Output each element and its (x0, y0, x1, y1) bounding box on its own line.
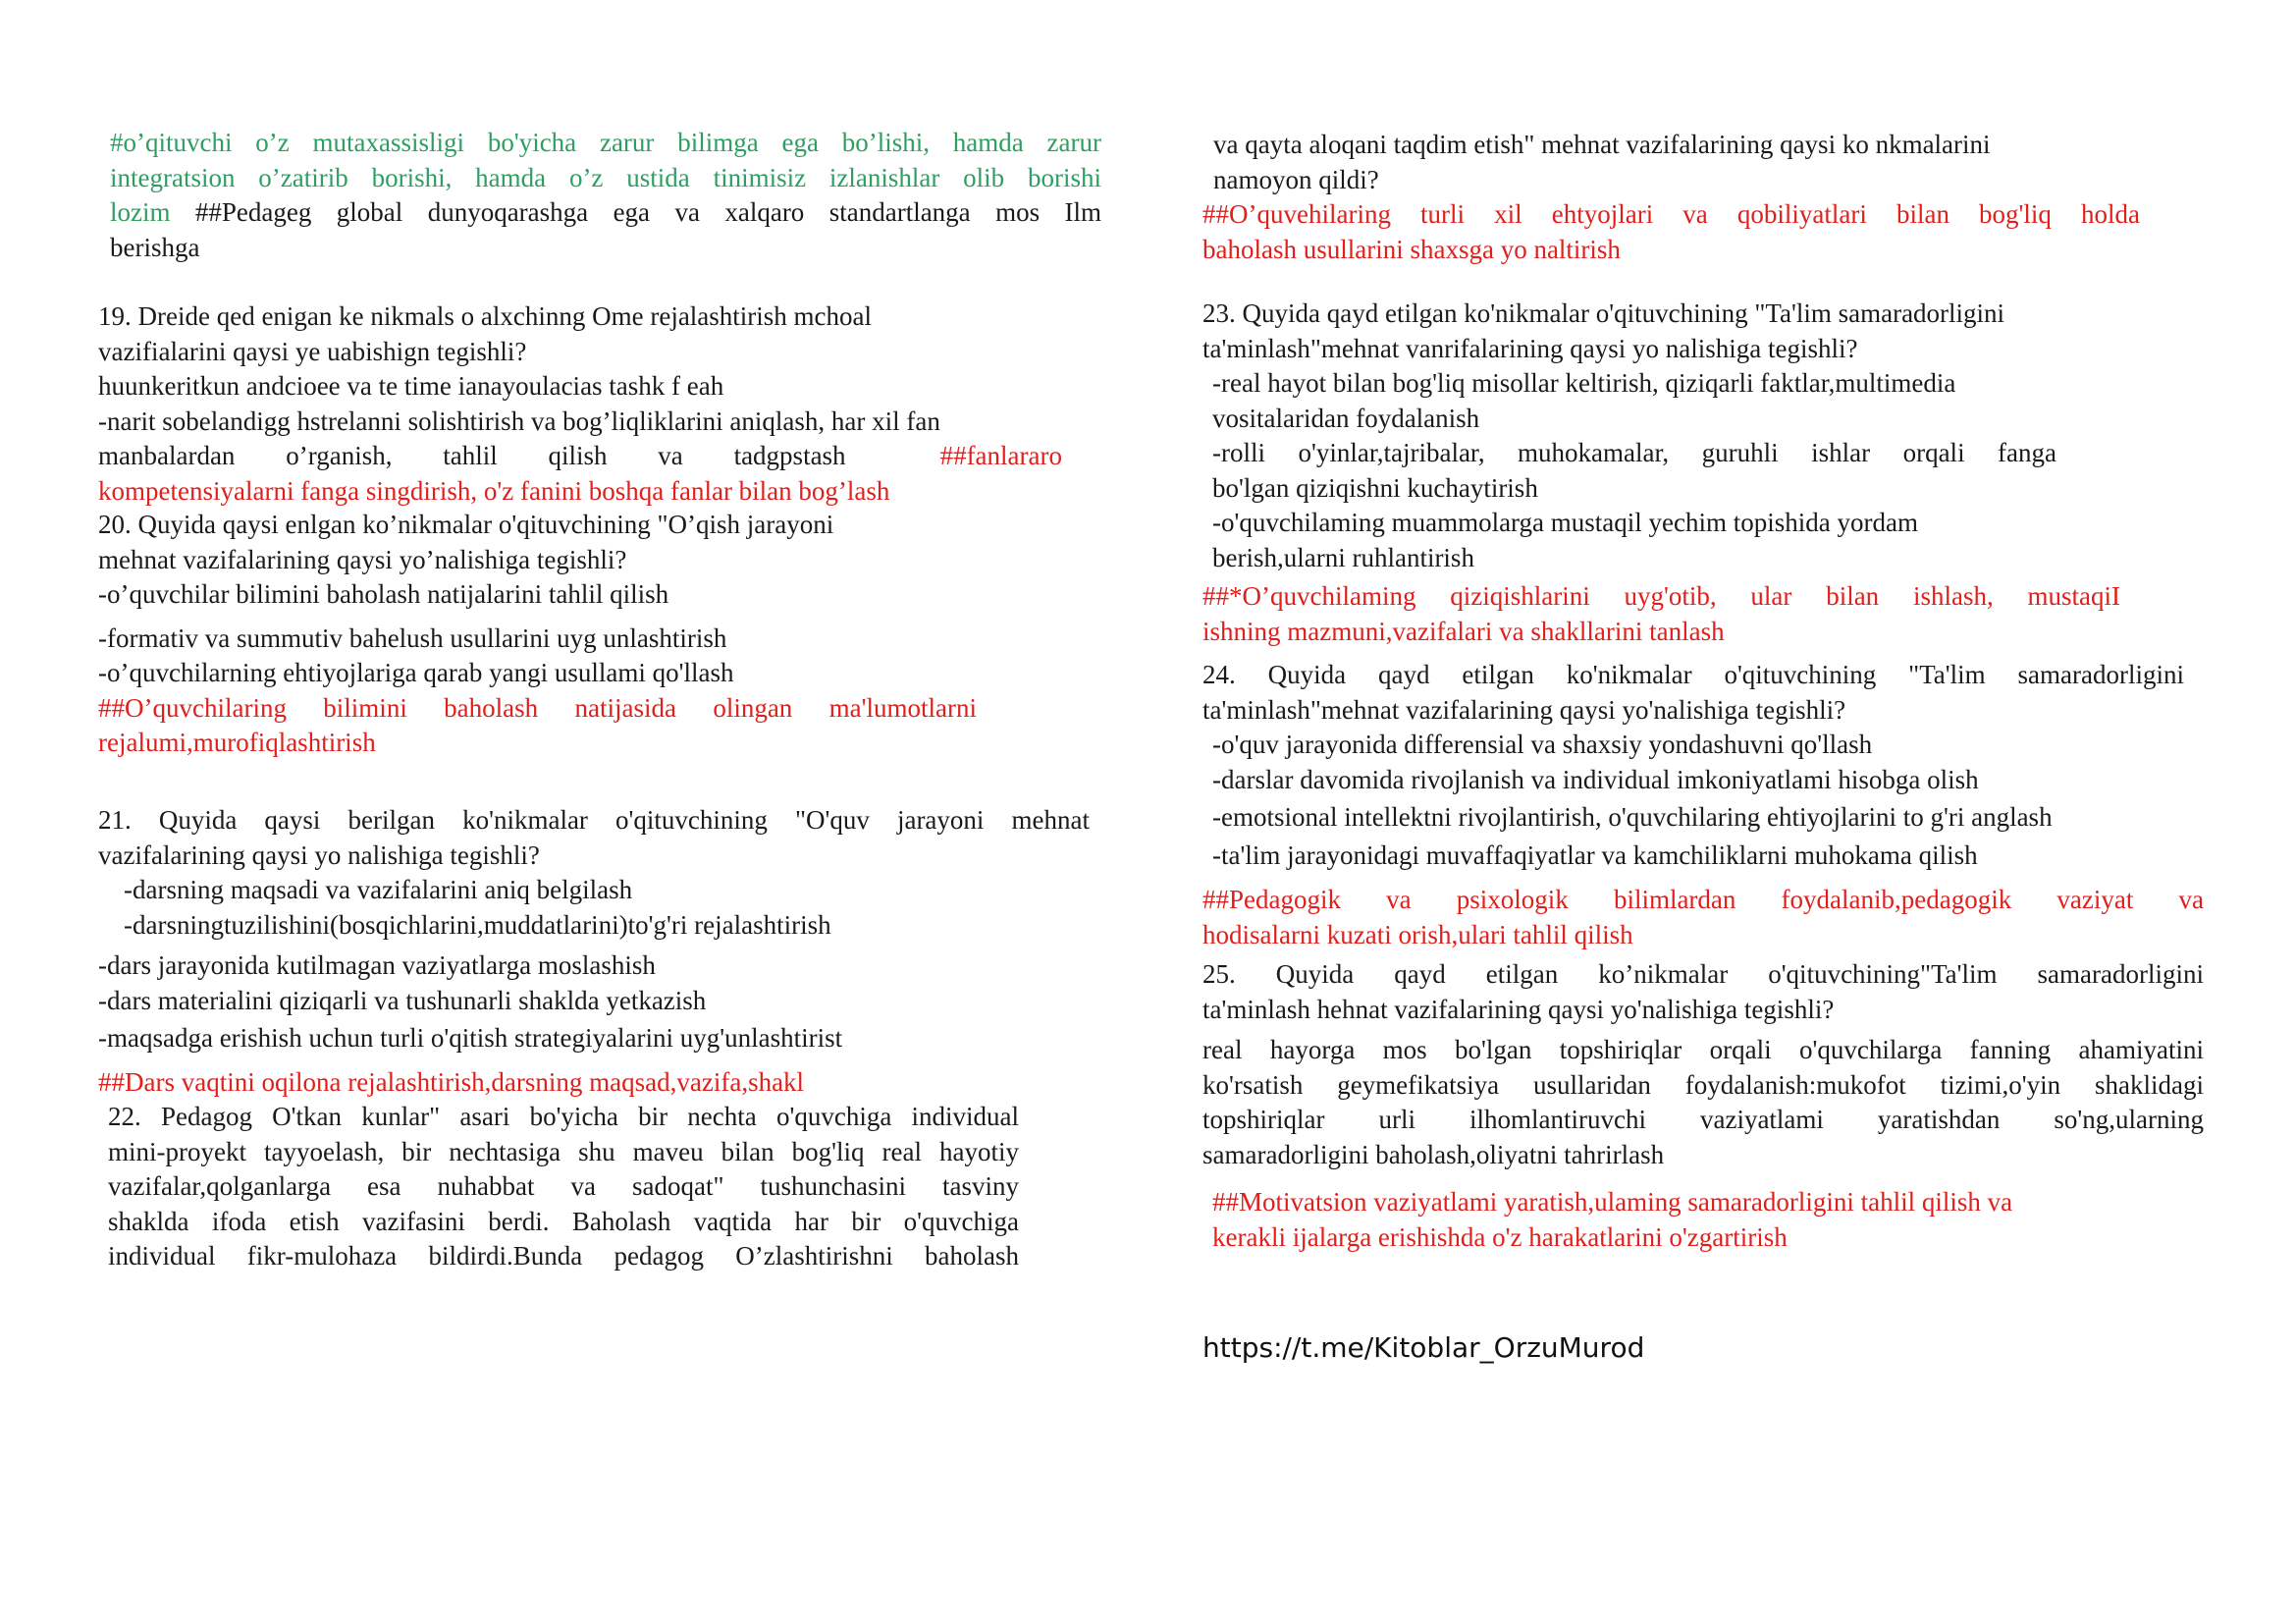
question-23 (1202, 297, 2204, 649)
q23-line-8: berish,ularni ruhlantirish (1212, 542, 1474, 572)
q22-answer-line-1: ##O’quvehilaring turli xil ehtyojlari va qobiliyatlari bilan bog'liq holda (1202, 199, 2140, 229)
q19-answer: kompetensiyalarni fanga singdirish, o'z fanini boshqa fanlar bilan bog’lash (98, 475, 890, 506)
q19-line-3: huunkeritkun andcioee va te time ianayoulacias tashk f eah (98, 371, 724, 401)
q24-line-1: 24. Quyida qayd etilgan ko'nikmalar o'qituvchining "Ta'lim samaradorligini (1202, 660, 2184, 689)
q25-line-3: real hayorga mos bo'lgan topshiriqlar orqali o'quvchilarga fanning ahamiyatini (1202, 1035, 2204, 1064)
q25-line-2: ta'minlash hehnat vazifalarining qaysi yo'nalishiga tegishli? (1202, 994, 1835, 1024)
q24-line-3: -o'quv jarayonida differensial va shaxsiy yondashuvni qo'llash (1212, 730, 1873, 759)
q21-line-3: -darsning maqsadi va vazifalarini aniq belgilash (124, 875, 633, 904)
intro-line-2: integratsion o’zatirib borishi, hamda o’z ustida tinimisiz izlanishlar olib borishi (110, 162, 1101, 192)
q23-answer-line-1: ##*O’quvchilaming qiziqishlarini uyg'otib, ular bilan ishlash, mustaqiI (1202, 581, 2120, 611)
question-22 (108, 1100, 1019, 1274)
q23-line-5: -rolli o'yinlar,tajribalar, muhokamalar, guruhli ishlar orqali fanga (1212, 438, 2056, 467)
question-20 (98, 508, 1090, 761)
q22-line-3: vazifalar,qolganlarga esa nuhabbat va sadoqat" tushunchasini tasviny (108, 1171, 1019, 1201)
intro-green-tail: lozim (110, 197, 171, 227)
q19-mixed-black: manbalardan o’rganish, tahlil qilish va tadgpstash (98, 441, 846, 470)
q25-line-5: topshiriqlar urli ilhomlantiruvchi vaziyatlami yaratishdan so'ng,ularning (1202, 1105, 2204, 1134)
q21-line-7: -maqsadga erishish uchun turli o'qitish strategiyalarini uyg'unlashtirist (98, 1023, 843, 1053)
q25-answer-line-2: kerakli ijalarga erishishda o'z harakatlarini o'zgartirish (1212, 1221, 1788, 1252)
q23-line-3: -real hayot bilan bog'liq misollar keltirish, qiziqarli faktlar,multimedia (1212, 368, 1956, 398)
q23-line-2: ta'minlash"mehnat vanrifalarining qaysi yo nalishiga tegishli? (1202, 333, 1858, 363)
q23-answer-line-2: ishning mazmuni,vazifalari va shakllarini tanlash (1202, 616, 1725, 646)
intro-paragraph (110, 126, 1101, 265)
intro-line-4: berishga (110, 232, 200, 262)
q19-line-5 (98, 439, 1062, 474)
q23-line-4: vositalaridan foydalanish (1212, 403, 1480, 433)
q22c-line-1: va qayta aloqani taqdim etish" mehnat vazifalarining qaysi ko nkmalarini (1213, 130, 1991, 159)
q24-line-4: -darslar davomida rivojlanish va individual imkoniyatlami hisobga olish (1212, 764, 1979, 794)
q20-line-1: 20. Quyida qaysi enlgan ko’nikmalar o'qituvchining "O’qish jarayoni (98, 510, 834, 539)
question-22-answer (1202, 197, 2140, 267)
q24-answer-line-2: hodisalarni kuzati orish,ulari tahlil qilish (1202, 919, 1633, 949)
intro-black-tail: ##Pedageg global dunyoqarashga ega va xalqaro standartlanga mos Ilm (170, 197, 1101, 227)
q20-answer-line-2: rejalumi,murofiqlashtirish (98, 728, 376, 757)
telegram-link[interactable]: https://t.me/Kitoblar_OrzuMurod (1202, 1331, 1645, 1364)
q21-line-4: -darsningtuzilishini(bosqichlarini,muddatlarini)to'g'ri rejalashtirish (124, 909, 831, 940)
q20-line-2: mehnat vazifalarining qaysi yo’nalishiga tegishli? (98, 544, 627, 574)
q23-line-7: -o'quvchilaming muammolarga mustaqil yechim topishida yordam (1212, 508, 1918, 537)
question-25 (1202, 957, 2204, 1172)
q20-line-4: -formativ va summutiv bahelush usullarini uyg unlashtirish (98, 623, 727, 653)
intro-line-1: #o’qituvchi o’z mutaxassisligi bo'yicha zarur bilimga ega bo’lishi, hamda zarur (110, 128, 1101, 157)
q24-line-2: ta'minlash"mehnat vazifalarining qaysi yo'nalishiga tegishli? (1202, 694, 1846, 725)
q21-line-1: 21. Quyida qaysi berilgan ko'nikmalar o'qituvchining "O'quv jarayoni mehnat (98, 805, 1090, 835)
q22-line-1: 22. Pedagog O'tkan kunlar" asari bo'yicha bir nechta o'quvchiga individual (108, 1102, 1019, 1131)
q25-line-1: 25. Quyida qayd etilgan ko’nikmalar o'qituvchining"Ta'lim samaradorligini (1202, 959, 2204, 989)
q21-answer: ##Dars vaqtini oqilona rejalashtirish,darsning maqsad,vazifa,shakl (98, 1066, 805, 1097)
q25-line-4: ko'rsatish geymefikatsiya usullaridan foydalanish:mukofot tizimi,o'yin shaklidagi (1202, 1069, 2204, 1100)
q20-line-3: -o’quvchilar bilimini baholash natijalarini tahlil qilish (98, 579, 669, 609)
q23-line-1: 23. Quyida qayd etilgan ko'nikmalar o'qituvchining "Ta'lim samaradorligini (1202, 298, 2005, 328)
q19-mixed-red: ##fanlararo (939, 441, 1062, 470)
q22-line-2: mini-proyekt tayyoelash, bir nechtasiga shu maveu bilan bog'liq real hayotiy (108, 1136, 1019, 1166)
q25-line-6: samaradorligini baholash,oliyatni tahrirlash (1202, 1139, 1665, 1169)
q24-line-5: -emotsional intellektni rivojlantirish, o'quvchilaring ehtiyojlarini to g'ri anglash (1212, 802, 2053, 832)
q21-line-6: -dars materialini qiziqarli va tushunarli shaklda yetkazish (98, 985, 707, 1015)
q20-line-5: -o’quvchilarning ehtiyojlariga qarab yangi usullami qo'llash (98, 658, 734, 687)
q22-answer-line-2: baholash usullarini shaxsga yo naltirish (1202, 234, 1621, 264)
q23-line-6: bo'lgan qiziqishni kuchaytirish (1212, 472, 1538, 503)
question-21 (98, 803, 1090, 1100)
intro-line-3 (110, 195, 1101, 231)
q19-line-1: 19. Dreide qed enigan ke nikmals o alxchinng Ome rejalashtirish mchoal (98, 301, 873, 331)
q22-line-4: shaklda ifoda etish vazifasini berdi. Baholash vaqtida har bir o'quvchiga (108, 1206, 1019, 1236)
q21-line-2: vazifalarining qaysi yo nalishiga tegishli? (98, 839, 540, 870)
q24-line-6: -ta'lim jarayonidagi muvaffaqiyatlar va kamchiliklarni muhokama qilish (1212, 839, 1978, 870)
q21-line-5: -dars jarayonida kutilmagan vaziyatlarga moslashish (98, 950, 656, 980)
q25-answer-line-1: ##Motivatsion vaziyatlami yaratish,ulaming samaradorligini tahlil qilish va (1212, 1187, 2013, 1217)
question-22-continued (1213, 128, 2215, 197)
question-19 (98, 299, 1090, 509)
q22c-line-2: namoyon qildi? (1213, 164, 1379, 194)
q24-answer-line-1: ##Pedagogik va psixologik bilimlardan foydalanib,pedagogik vaziyat va (1202, 885, 2204, 914)
q20-answer-line-1: ##O’quvchilaring bilimini baholash natijasida olingan ma'lumotlarni (98, 692, 977, 723)
q19-line-2: vazifialarini qaysi ye uabishign tegishli? (98, 336, 527, 366)
question-24 (1202, 658, 2204, 952)
q19-line-4: -narit sobelandigg hstrelanni solishtirish va bog’liqliklarini aniqlash, har xil fan (98, 406, 940, 436)
question-25-answer (1212, 1185, 2194, 1255)
q22-line-5: individual fikr-mulohaza bildirdi.Bunda pedagog O’zlashtirishni baholash (108, 1241, 1019, 1271)
